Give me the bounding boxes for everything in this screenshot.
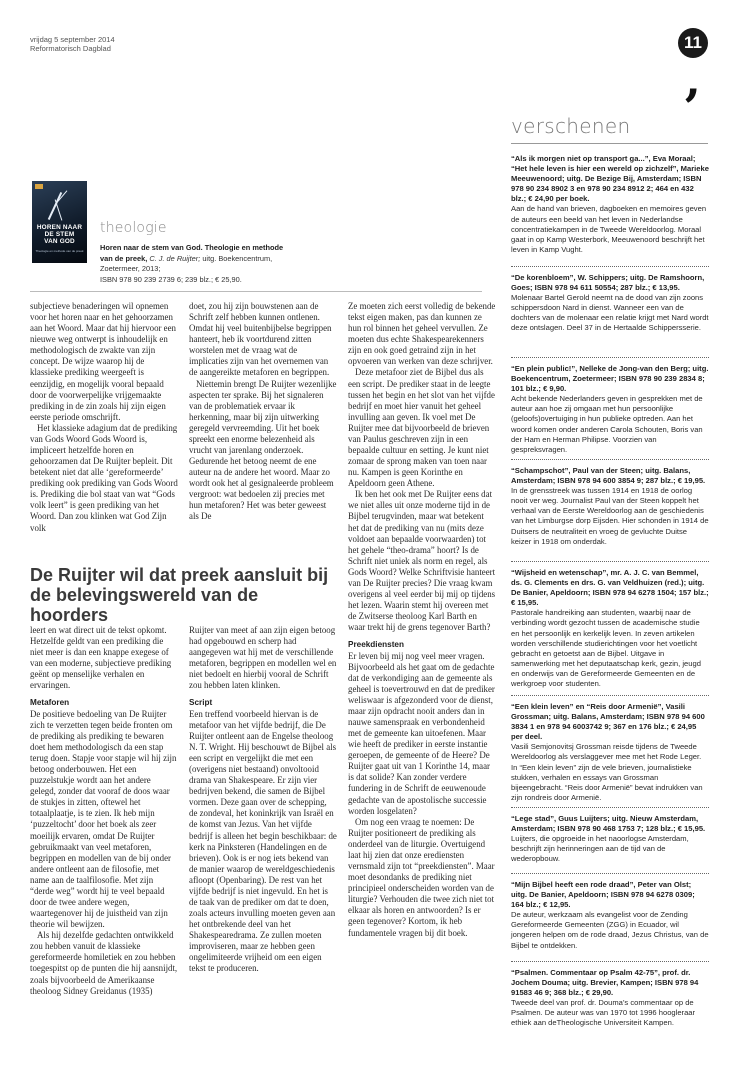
listing-bibliography: “Lege stad”, Guus Luijters; uitg. Nieuw Amsterdam, Amsterdam; ISBN 978 90 468 1753 7; 128 blz.; € 15,95. — [511, 814, 706, 834]
book-author: C. J. de Ruijter; — [149, 253, 201, 263]
pull-quote: De Ruijter wil dat preek aansluit bij de belevingswereld van de hoorders — [30, 565, 329, 626]
listing-bibliography: “Een klein leven” en “Reis door Armenië”, Vasili Grossman; uitg. Balans, Amsterdam; ISBN 978 94 600 3834 1 en 978 94 6003742 9; 367 en 176 blz.; € 24,95 per deel. — [511, 702, 705, 742]
subheading: Script — [189, 698, 213, 708]
paragraph: De positieve bedoeling van De Ruijter zich te verzetten tegen beide fronten om de prediking als prediking te bewaren doet hem methodologisch da een stap terug doen. Stapje voor stapje wil hij zijn betoog onderbouwen. Het een puzzelstukje wordt aan het andere gelegd, zonder dat vooraf de doos waar de stukjes in zitten, oftewel het totaalplaatje, is te zien. Ik heb mijn ‘puzzeltocht’ door het boek als zeer moeilijk ervaren, omdat De Ruijter gebruikmaakt van veel metaforen, begrippen en modellen van de bij onder andere ontleent aan de filosofie, met name aan de taalfilosofie. Met zijn “derde weg” wordt hij te veel bepaald door de twee andere wegen, waartegenover hij de juistheid van zijn theorie wil bewijzen. — [30, 708, 177, 930]
listing-bibliography: “Schampschot”, Paul van der Steen; uitg. Balans, Amsterdam; ISBN 978 94 600 3854 9; 287 blz.; € 19,95. — [511, 466, 706, 486]
paragraph: Er leven bij mij nog veel meer vragen. Bijvoorbeeld als het gaat om de gedachte dat de verkondiging aan de gemeente als geheel is toevertrouwd en dat de prediker weliswaar is afgezonderd voor de dienst, maar zijn opdracht nooit anders dan in nauwe samenspraak en verbondenheid met de gemeente kan uitoefenen. Maar wie heeft de prediker in eerste instantie geroepen, de gemeente of de Heere? De Ruijter gaat uit van 1 Korinthe 14, maar is dat solide? Kan zonder verdere fundering in de Schrift de eeuwenoude gedachte van de apostolische successie worden losgelaten? — [348, 650, 495, 816]
book-listing — [511, 364, 709, 455]
paragraph: Ik ben het ook met De Ruijter eens dat we niet alles uit onze moderne tijd in de Bijbel terugvinden, maar wat betekent het dat de prediking van nu (mits deze voldoet aan bepaalde voorwaarden) tot het gehele “theo-drama” hoort? Is de Schrift niet uniek als norm en regel, als Gods Woord? Welke Schriftvisie hanteert van De Ruijter precies? Die vraag kwam overigens al veel eerder bij mij op tijdens het lezen. Waarin stemt hij overeen met de Zwitserse theoloog Karl Barth en waar trekt hij de grens tegenover Barth? — [348, 489, 496, 633]
divider — [30, 291, 482, 292]
article-column-2-bottom — [189, 625, 337, 975]
article-column-1-top — [30, 301, 178, 534]
divider — [511, 695, 709, 696]
book-publisher: uitg. Boekencentrum, Zoetermeer, 2013; — [100, 253, 273, 274]
paragraph: Ze moeten zich eerst volledig de bekende tekst eigen maken, pas dan kunnen ze hun rol binnen het geheel vervullen. Ze moeten dus echte Shakespearekenners zijn en ook goed getraind zijn in het opvoeren van werken van deze schrijver. — [348, 301, 496, 367]
category-label: theologie — [100, 220, 167, 236]
listing-text: Acht bekende Nederlanders geven in gesprekken met de auteur aan hoe zij omgaan met hun persoonlijke (geloofs)overtuiging in hun publieke optreden. Aan het woord komen onder anderen Carola Schouten, Boris van der Ham en Herman Philipse. Voorzien van gespreksvragen. — [511, 394, 703, 454]
cover-title-line: HOREN NAAR — [36, 224, 83, 231]
paragraph: doet, zou hij zijn bouwstenen aan de Schrift zelf hebben kunnen ontlenen. Omdat hij veel buitenbijbelse begrippen hanteert, heb ik voortdurend zitten worstelen met de vraag wat de implicaties zijn van het overnemen van de aangereikte metaforen en begrippen. — [189, 301, 332, 378]
book-listing — [511, 702, 709, 803]
header-paper: Reformatorisch Dagblad — [30, 44, 111, 54]
cover-badge — [35, 184, 43, 189]
listing-text: Aan de hand van brieven, dagboeken en memoires geven de auteurs een beeld van het leven in Nederlandse concentratiekampen in de Tweede Wereldoorlog. Moraal gaat in op Kamp Westerbork, Meeuwenoord beschrijft het leven in Kamp Vught. — [511, 204, 707, 254]
cover-title-line: DE STEM — [44, 231, 75, 239]
book-title: Horen naar de stem van God. Theologie en methode van de preek, — [100, 243, 284, 263]
divider — [511, 143, 708, 144]
book-cover-image — [32, 181, 87, 263]
book-listing — [511, 273, 709, 334]
cover-subtitle: Theologie en methode van de preek — [35, 249, 84, 253]
cover-title — [35, 224, 84, 245]
divider — [511, 873, 709, 874]
listing-bibliography: “En plein public!”, Nelleke de Jong-van den Berg; uitg. Boekencentrum, Zoetermeer; ISBN 978 90 239 2834 8; 101 blz.; € 9,90. — [511, 364, 709, 394]
listing-bibliography: “Wijsheid en wetenschap”, mr. A. J. C. van Bemmel, ds. G. Clements en drs. G. van Veldhuizen (red.); uitg. De Banier, Apeldoorn; ISBN 978 94 6278 1504; 157 blz.; € 15,95. — [511, 568, 709, 608]
paragraph: Het klassieke adagium dat de prediking van Gods Woord Gods Woord is, impliceert hetzelfde horen en gehoorzamen dat De Ruijter bepleit. Dit betekent niet dat alle ‘gereformeerde’ prediking ook prediking van Gods Woord is. Prediking die bol staat van wat “Gods volk leert” is geen prediking van het Woord. Dan zou klinken wat God Zijn volk — [30, 422, 178, 533]
divider — [511, 561, 709, 562]
paragraph: Een treffend voorbeeld hiervan is de metafoor van het vijfde bedrijf, die De Ruijter ontleent aan de Engelse theoloog N. T. Wright. Hij beschouwt de Bijbel als een script en vergelijkt die met een (overigens niet bestaand) onvoltooid drama van Shakespeare. Er zijn vier bedrijven bekend, die samen de Bijbel vormen. Deze gaan over de schepping, de zondeval, het koninkrijk van Israël en de komst van Jezus. Van het vijfde bedrijf is alleen het begin beschikbaar: de kerk na Pinksteren (Handelingen en de brieven). Ook is er nog iets bekend van de manier waarop de wereldgeschiedenis afloopt (Openbaring). De rest van het vijfde bedrijf is niet ingevuld. En het is de taak van de prediker om dat te doen, zoals acteurs invulling moeten geven aan het ontbrekende deel van het Shakespearedrama. Ze zullen moeten improviseren, maar ze hebben geen ongelimiteerde vrijheid om een eigen tekst te produceren. — [189, 708, 337, 974]
paragraph: subjectieve benaderingen wil opnemen voor het horen naar en het gehoorzamen aan het Woord. Maar dat hij hiervoor een nieuwe weg ontwerpt is inhoudelijk en methodologisch de zwakte van zijn concept. De wijze waarop hij de klassieke prediking weergeeft is eenzijdig, en mogelijk vooral bepaald door de voorwerpelijke vrijgemaakte prediking in de zin zoals hij zijn eigen eerste periode omschrijft. — [30, 301, 176, 422]
listing-bibliography: “Als ik morgen niet op transport ga...”, Eva Moraal; “Het hele leven is hier een wereld op zichzelf”, Marieke Meeuwenoord; uitg. De Bezige Bij, Amsterdam; ISBN 978 90 234 8902 3 en 978 90 234 8912 2; 464 en 432 blz.; € 24,90 per boek. — [511, 154, 709, 204]
book-listing — [511, 466, 709, 547]
paragraph: Om nog een vraag te noemen: De Ruijter positioneert de prediking als onderdeel van de liturgie. Overtuigend laat hij zien dat onze erediensten vernsmald zijn tot “preekdiensten”. Maar moet desondanks de prediking niet principieel onderscheiden worden van de liturgie? Verhouden die twee zich niet tot elkaar als horen en antwoorden? Is er geen tegenover? Kortom, ik heb fundamentele vragen bij dit boek. — [348, 816, 495, 938]
book-isbn: ISBN 978 90 239 2739 6; 239 blz.; € 25,90. — [100, 275, 242, 285]
listing-text: Pastorale handreiking aan studenten, waarbij naar de verbinding wordt gezocht tussen de academische studie en het persoonlijk en kerkelijk leven. In zeven artikelen worden verschillende studierichtingen voor het voetlicht gebracht en getoetst aan de Bijbel. Uitgave in samenwerking met het deputaatschap kerk, gezin, jeugd en onderwijs van de Gereformeerde Gemeenten en de werkgroep voor studenten. — [511, 608, 701, 689]
article-column-2-top — [189, 301, 337, 523]
listing-text: Vasili Semjonovitsj Grossman reisde tijdens de Tweede Wereldoorlog als verslaggever mee met het Rode Leger. In “Een klein leven” zijn de vele brieven, journalistieke stukken, verhalen en essays van Grossman bijeengebracht. “Reis door Armenië” bevat indrukken van zijn rondreis door Armenië. — [511, 742, 703, 802]
listing-bibliography: “Mijn Bijbel heeft een rode draad”, Peter van Olst; uitg. De Banier, Apeldoorn; ISBN 978 94 6278 0309; 164 blz.; € 12,95. — [511, 880, 695, 910]
listing-text: Luijters, die opgroeide in het naoorlogse Amsterdam, beschrijft zijn herinneringen aan de tijd van de wederopbouw. — [511, 834, 689, 864]
book-listing — [511, 814, 709, 864]
article-column-1-bottom — [30, 625, 178, 997]
article-column-3 — [348, 301, 496, 939]
subheading: Preekdiensten — [348, 640, 404, 650]
page-number: 11 — [678, 28, 708, 58]
paragraph: Niettemin brengt De Ruijter wezenlijke aspecten ter sprake. Bij het signaleren van de problematiek ervaar ik herkenning, maar bij zijn uitwerking geregeld vervreemding. Uit het boek spreekt een enorme belezenheid als vrucht van jarenlang onderzoek. Gedurende het betoog neemt de ene auteur na de andere het woord. Maar zo wordt ook het al gesignaleerde probleem vergroot: wat bedoelen zij precies met hun metaforen? Het was beter geweest als De — [189, 378, 337, 522]
divider — [511, 357, 709, 358]
listing-text: In de grensstreek was tussen 1914 en 1918 de oorlog nooit ver weg. Journalist Paul van der Steen koppelt het verhaal van de Eerste Wereldoorlog aan de geschiedenis van het Limburgse dorp Eijsden. Hier schonden in 1914 de Duitsers de neutraliteit en vroeg de gevluchte Duitse keizer in 1918 om onderdak. — [511, 486, 709, 546]
listing-bibliography: “De korenbloem”, W. Schippers; uitg. De Ramshoorn, Goes; ISBN 978 94 611 50554; 287 blz.; € 13,95. — [511, 273, 705, 293]
subheading: Metaforen — [30, 698, 70, 708]
cover-light-ray — [55, 199, 63, 220]
paragraph: Als hij dezelfde gedachten ontwikkeld zou hebben vanuit de klassieke gereformeerde homiletiek en zou hebben toegespitst op de punten die hij aansnijdt, zoals bijvoorbeeld de Amerikaanse theoloog Sidney Greidanus (1935) — [30, 930, 178, 996]
book-description — [100, 243, 293, 286]
paragraph: Deze metafoor ziet de Bijbel dus als een script. De prediker staat in de leegte tussen het begin en het slot van het vijfde bedrijf en moet hier vanuit het geheel invulling aan geven. Ik voel met De Ruijter mee dat bijvoorbeeld de brieven van Paulus geschreven zijn in een bepaalde cultuur en setting. Je kunt niet zomaar de sprong maken van toen naar nu. Kampen is geen Korinthe en Apeldoorn geen Athene. — [348, 367, 495, 489]
divider — [511, 961, 709, 962]
paragraph: Ruijter van meet af aan zijn eigen betoog had opgebouwd en scherp had aangegeven wat hij met de verschillende metaforen, begrippen en modellen wel en niet bedoelt en hierbij vooral de Schrift zou hebben laten klinken. — [189, 625, 337, 691]
listing-text: Tweede deel van prof. dr. Douma’s commentaar op de Psalmen. De auteur was van 1970 tot 1996 hoogleraar ethiek aan deTheologische Universiteit Kampen. — [511, 998, 696, 1028]
divider — [511, 807, 709, 808]
book-listing — [511, 568, 709, 689]
book-listing — [511, 154, 709, 255]
listing-text: De auteur, werkzaam als evangelist voor de Zending Gereformeerde Gemeenten (ZGG) in Ecuador, wil jongeren helpen om de rode draad, Jezus Christus, van de Bijbel te ontdekken. — [511, 910, 709, 950]
listing-text: Molenaar Bartel Gerold neemt na de dood van zijn zoons schippersdoon Nard in dienst. Wanneer een van de dochters van de molenaar een relatie krijgt met Nard wordt deze ontslagen. Deel 37 in de Hertaalde Schippersserie. — [511, 293, 709, 333]
section-title: verschenen — [511, 114, 631, 138]
divider — [511, 459, 709, 460]
book-listing — [511, 880, 709, 951]
book-listing — [511, 968, 709, 1029]
cover-title-line: VAN GOD — [44, 238, 75, 246]
page-header — [30, 35, 115, 54]
header-date: vrijdag 5 september 2014 — [30, 35, 115, 44]
comma-mark: ‚ — [684, 49, 702, 108]
paragraph: leert en wat direct uit de tekst opkomt. Hetzelfde geldt van een prediking die niet meer is dan een knappe exegese of van een moderne, subjectieve prediking geënt op menselijke verhalen en ervaringen. — [30, 625, 172, 691]
listing-bibliography: “Psalmen. Commentaar op Psalm 42-75”, prof. dr. Jochem Douma; uitg. Brevier, Kampen; ISBN 978 94 91583 46 9; 368 blz.; € 29,90. — [511, 968, 699, 998]
divider — [511, 266, 709, 267]
